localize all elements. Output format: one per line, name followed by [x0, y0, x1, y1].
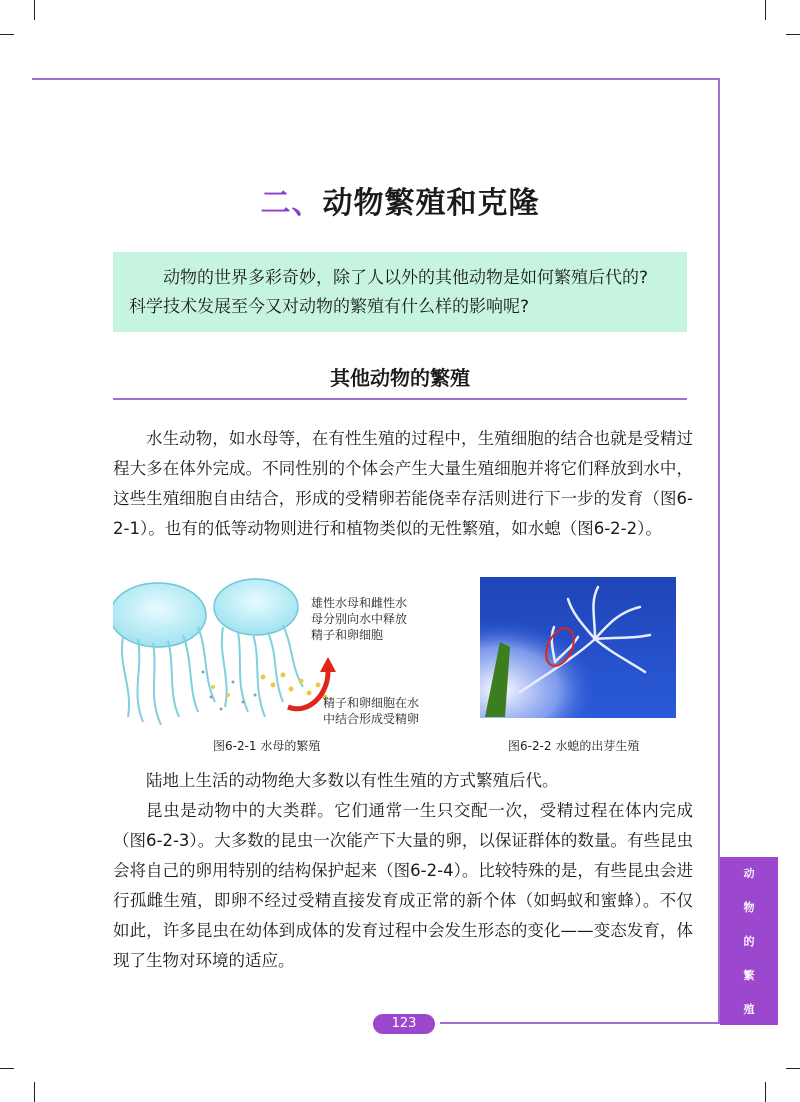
crop-mark	[0, 34, 14, 35]
red-arrow	[288, 672, 328, 709]
label-line: 精子和卵细胞在水	[323, 696, 420, 710]
figure-1-caption: 图6-2-1 水母的繁殖	[213, 739, 321, 753]
released-cells	[211, 673, 328, 700]
jellyfish-illustration	[113, 577, 483, 727]
figure-label-release	[311, 595, 407, 643]
crop-mark	[34, 0, 35, 20]
label-line: 母分别向水中释放	[311, 612, 408, 626]
jellyfish-right-tentacles	[222, 625, 303, 717]
jellyfish-left-bell	[113, 583, 206, 647]
figure-2-caption: 图6-2-2 水螅的出芽生殖	[508, 739, 640, 753]
side-tab-char: 物	[743, 901, 755, 914]
figure-label-fertilize	[323, 695, 419, 727]
side-tab-char: 殖	[743, 1003, 755, 1016]
title-text: 动物繁殖和克隆	[322, 186, 540, 221]
red-arrow-head	[320, 657, 336, 672]
page-frame-bottom	[440, 1022, 720, 1024]
intro-line-2: 科学技术发展至今又对动物的繁殖有什么样的影响呢?	[129, 297, 530, 317]
page-title	[0, 178, 800, 222]
hydra-photo	[480, 577, 676, 718]
intro-line-1: 动物的世界多彩奇妙，除了人以外的其他动物是如何繁殖后代的?	[163, 268, 649, 288]
crop-mark	[765, 0, 766, 20]
side-tab-char: 繁	[743, 969, 755, 982]
paragraph-3: 昆虫是动物中的大类群。它们通常一生只交配一次，受精过程在体内完成（图6-2-3）。大多数的昆虫一次能产下大量的卵，以保证群体的数量。有些昆虫会将自己的卵用特别的结构保护起来（图6-2-4）。比较特殊的是，有些昆虫会进行孤雌生殖，即卵不经过受精直接发育成正常的新个体（如蚂蚁和蜜蜂）。不仅如此，许多昆虫在幼体到成体的发育过程中会发生形态的变化——变态发育，体现了生物对环境的适应。	[113, 801, 693, 970]
crop-mark	[786, 1068, 800, 1069]
section-title: 其他动物的繁殖	[330, 366, 470, 390]
paragraph-1: 水生动物，如水母等，在有性生殖的过程中，生殖细胞的结合也就是受精过程大多在体外完成。不同性别的个体会产生大量生殖细胞并将它们释放到水中，这些生殖细胞自由结合，形成的受精卵若能侥幸存活则进行下一步的发育（图6-2-1）。也有的低等动物则进行和植物类似的无性繁殖，如水螅（图6-2-2）。	[113, 429, 693, 538]
chapter-side-tab	[720, 857, 778, 1025]
label-line: 雄性水母和雌性水	[311, 596, 408, 610]
intro-box	[113, 252, 687, 332]
paragraph-2: 陆地上生活的动物绝大多数以有性生殖的方式繁殖后代。	[146, 771, 559, 790]
title-number: 二、	[260, 186, 323, 221]
jellyfish-right-bell	[214, 579, 298, 635]
section-divider	[113, 398, 687, 400]
side-tab-char: 的	[743, 935, 755, 948]
crop-mark	[34, 1082, 35, 1102]
crop-mark	[765, 1082, 766, 1102]
crop-mark	[0, 1068, 14, 1069]
crop-mark	[786, 34, 800, 35]
label-line: 中结合形成受精卵	[323, 712, 420, 726]
label-line: 精子和卵细胞	[311, 628, 384, 642]
page-number: 123	[373, 1014, 435, 1034]
side-tab-char: 动	[743, 867, 755, 880]
figure-jellyfish	[113, 577, 483, 727]
page-frame-top	[32, 78, 720, 80]
figure-hydra	[480, 577, 676, 718]
